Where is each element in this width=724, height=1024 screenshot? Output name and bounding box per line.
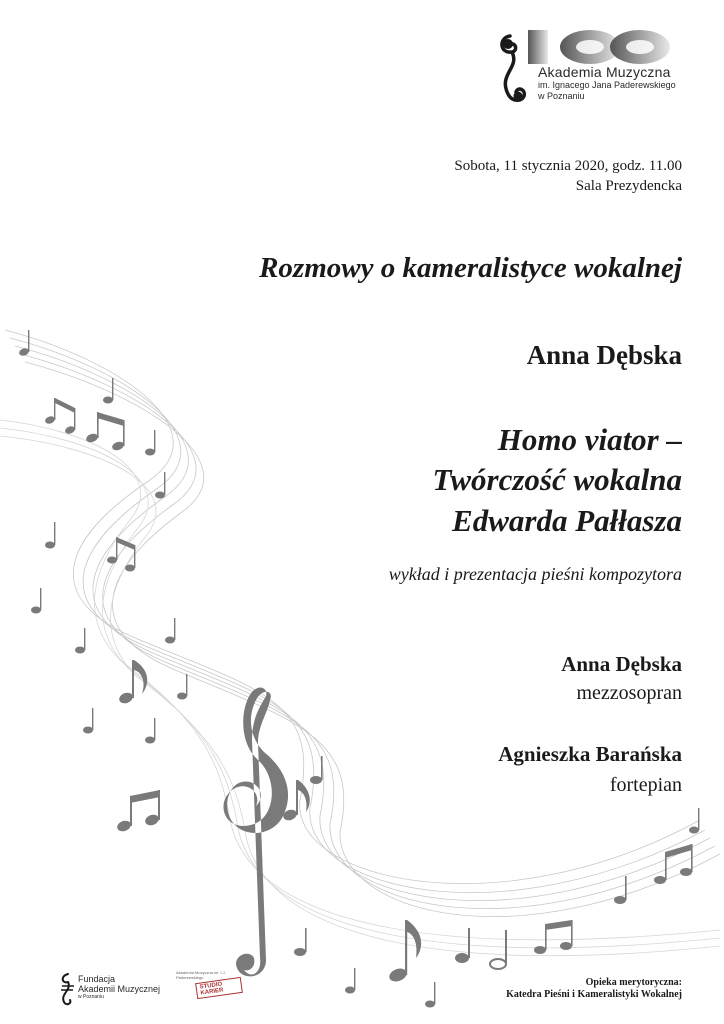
performer-role: fortepian [609, 774, 682, 796]
performer-name: Agnieszka Barańska [498, 742, 682, 766]
event-venue: Sala Prezydencka [575, 178, 682, 194]
performer-role: mezzosopran [576, 682, 682, 704]
foundation-logo-text [78, 974, 160, 1001]
academy-city: w Poznaniu [538, 91, 585, 101]
lecture-title-line-1: Homo viator – [497, 422, 682, 457]
foundation-line-1: Fundacja [78, 974, 116, 984]
academy-subtitle: im. Ignacego Jana Paderewskiego [538, 80, 676, 90]
foundation-line-2: Akademii Muzycznej [78, 984, 161, 994]
series-title: Rozmowy o kameralistyce wokalnej [259, 252, 682, 284]
foundation-line-3: w Poznaniu [78, 994, 104, 1000]
lecture-title-line-3: Edwarda Pałłasza [452, 503, 682, 538]
studio-text: Akademia Muzyczna im. I.J. Paderewskiego [176, 970, 226, 980]
lecture-title-line-2: Twórczość wokalna [432, 462, 682, 497]
care-label: Opieka merytoryczna: [585, 977, 682, 988]
event-date: Sobota, 11 stycznia 2020, godz. 11.00 [454, 158, 682, 174]
lecture-subtitle: wykład i prezentacja pieśni kompozytora [388, 564, 682, 584]
performer-name: Anna Dębska [561, 652, 682, 676]
speaker-name: Anna Dębska [526, 340, 682, 370]
care-organization: Katedra Pieśni i Kameralistyki Wokalnej [506, 989, 682, 1000]
academy-name: Akademia Muzyczna [538, 64, 671, 80]
studio-stamp: STUDIO KARIER [195, 977, 243, 999]
studio-karier-logo [176, 970, 242, 998]
academy-logo-text [538, 64, 676, 102]
